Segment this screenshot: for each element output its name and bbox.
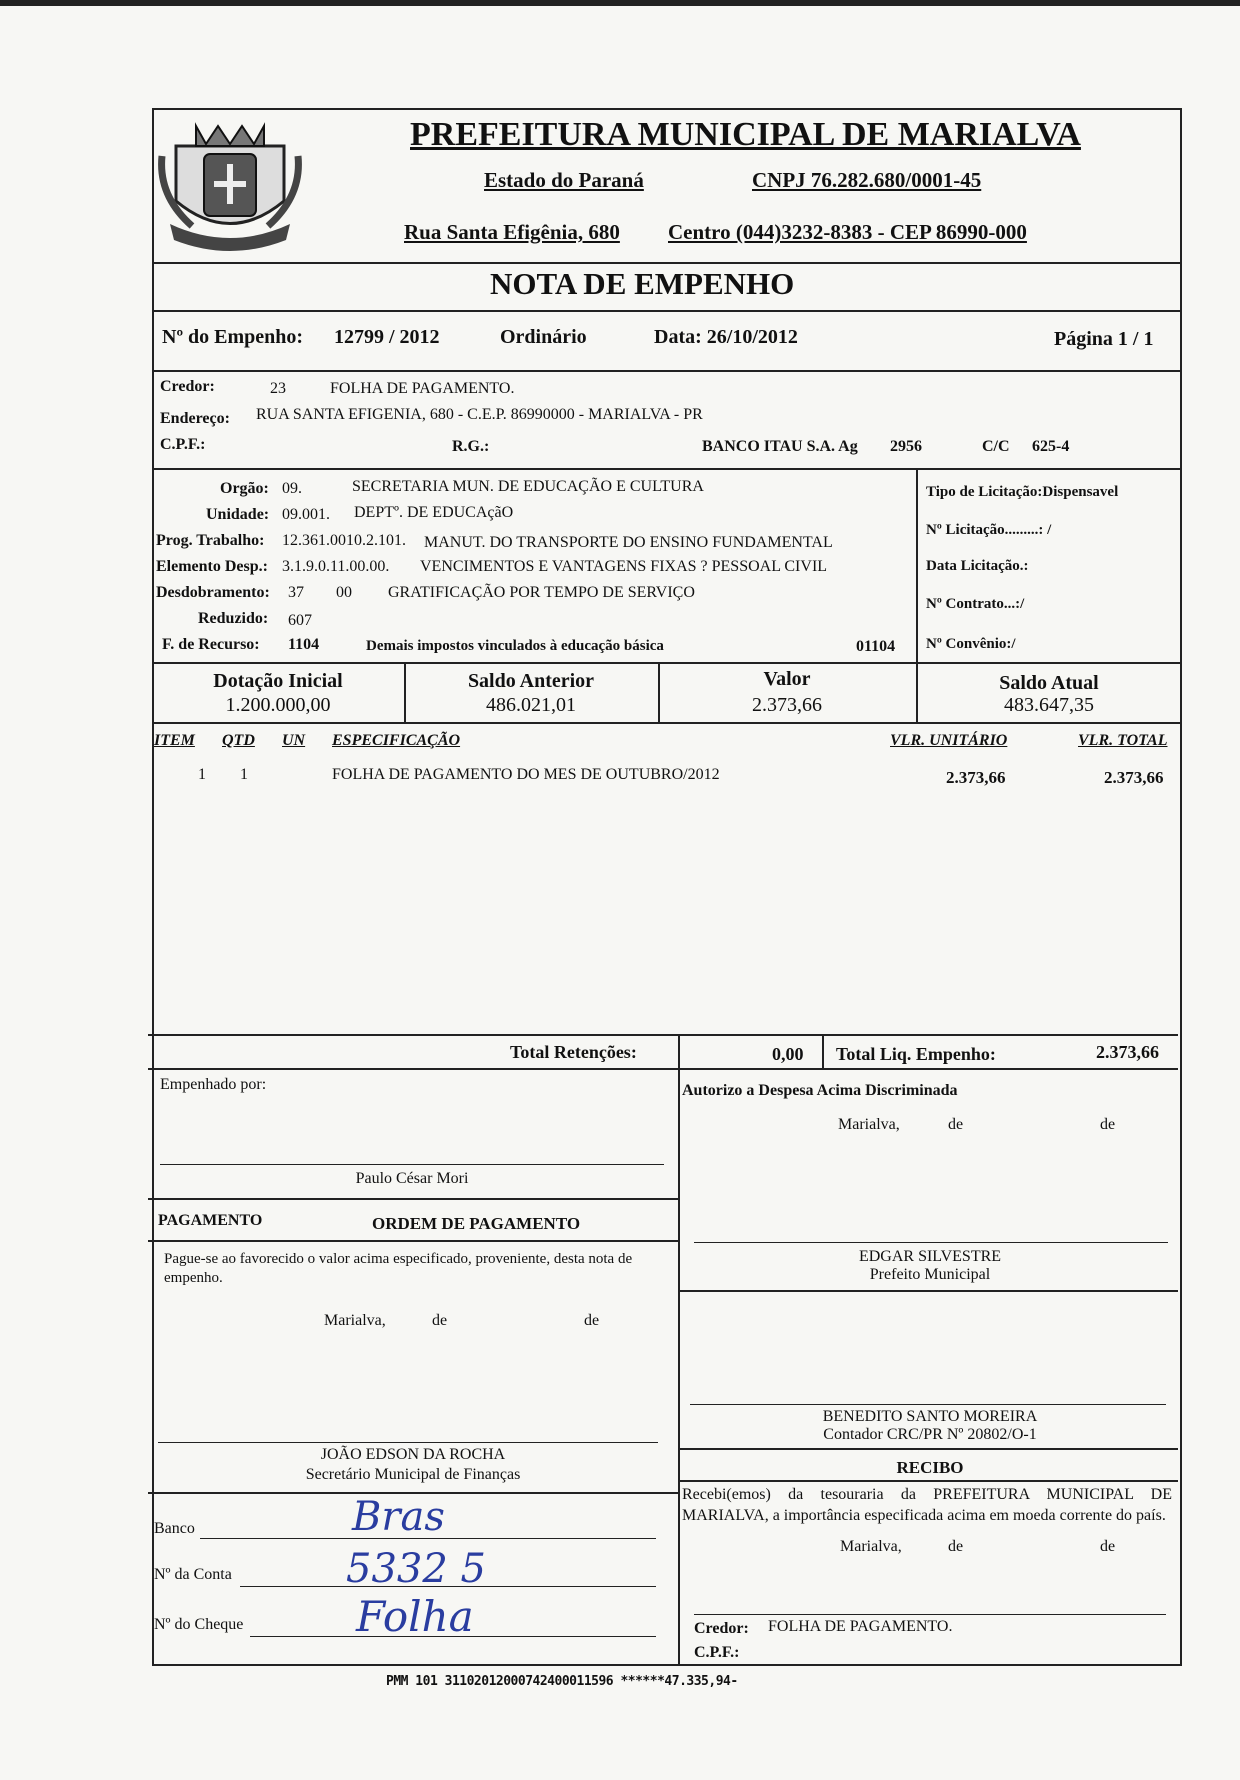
autorizo-de: de: [1100, 1116, 1116, 1133]
prog-trabalho-code: 12.361.0010.2.101.: [282, 532, 406, 549]
pagamento-city: Marialva,: [324, 1312, 386, 1329]
recibo-de: de: [948, 1538, 964, 1555]
credor-address: RUA SANTA EFIGENIA, 680 - C.E.P. 86990000 - MARIALVA - PR: [256, 406, 703, 423]
recurso-ref: 01104: [856, 638, 896, 655]
recurso-name: Demais impostos vinculados à educação básica: [366, 638, 664, 654]
divider: [152, 310, 1182, 312]
desdobramento-subcode: 00: [336, 584, 352, 601]
column-header-qtd: QTD: [222, 732, 255, 749]
retencoes-value: 0,00: [772, 1044, 804, 1064]
footer-control-code: PMM 101 31102012000742400011596 ******47.335,94-: [386, 1674, 738, 1689]
pagamento-label: PAGAMENTO: [158, 1212, 263, 1229]
coat-of-arms-icon: [156, 106, 304, 256]
item-qtd: 1: [240, 766, 248, 783]
column-header-item: ITEM: [154, 732, 195, 749]
dotacao-value: 1.200.000,00: [225, 694, 331, 716]
conta-label: Nº da Conta: [154, 1566, 232, 1583]
divider: [152, 468, 1182, 470]
bank-agency: 2956: [890, 438, 922, 455]
conta-handwriting: 5332 5: [346, 1546, 486, 1592]
credor-name: FOLHA DE PAGAMENTO.: [330, 380, 515, 397]
saldo-anterior-value: 486.021,01: [486, 694, 576, 716]
empenhado-label: Empenhado por:: [160, 1076, 267, 1093]
divider: [678, 1448, 1178, 1450]
empenho-number-label: Nº do Empenho:: [162, 326, 304, 348]
banco-label: Banco: [154, 1520, 195, 1537]
elemento-code: 3.1.9.0.11.00.00.: [282, 558, 390, 575]
prog-trabalho-label: Prog. Trabalho:: [156, 532, 265, 549]
retencoes-label: Total Retenções:: [510, 1042, 637, 1062]
divider: [148, 1068, 1178, 1070]
account-label: C/C: [982, 438, 1010, 455]
divider: [152, 370, 1182, 372]
dotacao-label: Dotação Inicial: [213, 670, 343, 692]
divider: [152, 722, 1182, 724]
contador-name: BENEDITO SANTO MOREIRA: [822, 1408, 1038, 1425]
street-address: Rua Santa Efigênia, 680: [404, 220, 620, 244]
orgao-code: 09.: [282, 480, 302, 497]
scan-top-edge: [0, 0, 1240, 6]
cpf-label: C.P.F.:: [160, 436, 206, 453]
orgao-name: SECRETARIA MUN. DE EDUCAÇÃO E CULTURA: [352, 478, 704, 495]
pagamento-signer-name: JOÃO EDSON DA ROCHA: [320, 1446, 506, 1463]
prefeito-name: EDGAR SILVESTRE: [858, 1248, 1002, 1265]
recibo-text: Recebi(emos) da tesouraria da PREFEITURA MUNICIPAL DE MARIALVA, a importância especificada acima em moeda corrente do país.: [682, 1486, 1172, 1524]
desdobramento-code: 37: [288, 584, 304, 601]
municipality-title: PREFEITURA MUNICIPAL DE MARIALVA: [410, 116, 1081, 153]
state-label: Estado do Paraná: [484, 168, 644, 192]
valor-label: Valor: [763, 668, 811, 690]
liquido-value: 2.373,66: [1096, 1042, 1159, 1062]
signature-line: [694, 1242, 1168, 1243]
desdobramento-label: Desdobramento:: [156, 584, 270, 601]
divider: [148, 1198, 678, 1200]
elemento-name: VENCIMENTOS E VANTAGENS FIXAS ? PESSOAL CIVIL: [420, 558, 828, 575]
page-number: Página 1 / 1: [1054, 328, 1154, 350]
empenhado-signer: Paulo César Mori: [355, 1170, 469, 1187]
credor-code: 23: [270, 380, 286, 397]
column-header-unit-value: VLR. UNITÁRIO: [890, 732, 1008, 749]
recibo-city: Marialva,: [840, 1538, 902, 1555]
contador-role: Contador CRC/PR Nº 20802/O-1: [823, 1426, 1037, 1443]
licitacao-type: Tipo de Licitação:Dispensavel: [926, 484, 1119, 500]
column-divider: [678, 1068, 680, 1664]
unidade-code: 09.001.: [282, 506, 330, 523]
pagamento-de: de: [432, 1312, 448, 1329]
contract-number: Nº Contrato...:/: [926, 596, 1025, 612]
recibo-credor-label: Credor:: [694, 1620, 749, 1637]
signature-line: [160, 1164, 664, 1165]
rg-label: R.G.:: [452, 438, 490, 455]
saldo-atual-label: Saldo Atual: [999, 672, 1099, 694]
credor-label: Credor:: [160, 378, 215, 395]
divider: [152, 262, 1182, 264]
empenho-type: Ordinário: [500, 326, 587, 348]
divider: [152, 662, 1182, 664]
column-header-spec: ESPECIFICAÇÃO: [332, 732, 461, 749]
divider: [678, 1290, 1178, 1292]
autorizo-de: de: [948, 1116, 964, 1133]
ordem-pagamento-title: ORDEM DE PAGAMENTO: [372, 1214, 581, 1233]
ordem-pagamento-text: Pague-se ao favorecido o valor acima especificado, proveniente, desta nota de empenho.: [164, 1251, 633, 1286]
elemento-label: Elemento Desp.:: [156, 558, 268, 575]
recurso-code: 1104: [288, 636, 320, 653]
pagamento-signer-role: Secretário Municipal de Finanças: [305, 1466, 521, 1483]
column-divider: [822, 1034, 824, 1068]
saldo-atual-value: 483.647,35: [1004, 694, 1094, 716]
liquido-label: Total Liq. Empenho:: [836, 1044, 996, 1064]
divider: [678, 1480, 1178, 1482]
cheque-handwriting: Folha: [356, 1592, 474, 1641]
column-header-total-value: VLR. TOTAL: [1078, 732, 1168, 749]
reduzido-label: Reduzido:: [198, 610, 269, 627]
recibo-cpf-label: C.P.F.:: [694, 1644, 740, 1661]
column-divider: [916, 468, 918, 662]
reduzido-code: 607: [288, 612, 312, 629]
desdobramento-name: GRATIFICAÇÃO POR TEMPO DE SERVIÇO: [388, 584, 695, 601]
column-header-un: UN: [282, 732, 306, 749]
signature-line: [694, 1614, 1166, 1615]
signature-line: [158, 1442, 658, 1443]
divider: [148, 1240, 678, 1242]
unidade-name: DEPTº. DE EDUCAçãO: [354, 504, 514, 521]
unidade-label: Unidade:: [206, 506, 270, 523]
item-number: 1: [198, 766, 206, 783]
bank-name: BANCO ITAU S.A. Ag: [702, 438, 858, 455]
recibo-credor-name: FOLHA DE PAGAMENTO.: [768, 1618, 953, 1635]
recibo-title: RECIBO: [896, 1458, 964, 1477]
banco-handwriting: Bras: [352, 1494, 445, 1540]
document-title: NOTA DE EMPENHO: [490, 266, 795, 301]
valor-value: 2.373,66: [752, 694, 822, 716]
column-divider: [678, 1034, 680, 1068]
licitacao-date: Data Licitação.:: [926, 558, 1029, 574]
recurso-label: F. de Recurso:: [162, 636, 260, 653]
autorizo-city: Marialva,: [838, 1116, 900, 1133]
item-total-value: 2.373,66: [1104, 768, 1164, 787]
item-unit-value: 2.373,66: [946, 768, 1006, 787]
address-label: Endereço:: [160, 410, 230, 427]
cheque-label: Nº do Cheque: [154, 1616, 244, 1633]
licitacao-number: Nº Licitação.........: /: [926, 522, 1052, 538]
cnpj-label: CNPJ 76.282.680/0001-45: [752, 168, 982, 192]
pagamento-de: de: [584, 1312, 600, 1329]
address-contact: Centro (044)3232-8383 - CEP 86990-000: [668, 220, 1027, 244]
empenho-number: 12799 / 2012: [334, 326, 440, 348]
saldo-anterior-label: Saldo Anterior: [467, 670, 595, 692]
item-description: FOLHA DE PAGAMENTO DO MES DE OUTUBRO/2012: [332, 766, 720, 783]
recibo-de: de: [1100, 1538, 1116, 1555]
divider: [148, 1034, 1178, 1036]
orgao-label: Orgão:: [220, 480, 269, 497]
prefeito-role: Prefeito Municipal: [869, 1266, 991, 1283]
bank-account: 625-4: [1032, 438, 1070, 455]
empenho-date: Data: 26/10/2012: [654, 326, 798, 348]
signature-line: [690, 1404, 1166, 1405]
convenio-number: Nº Convênio:/: [926, 636, 1016, 652]
autorizo-label: Autorizo a Despesa Acima Discriminada: [682, 1082, 958, 1099]
prog-trabalho-name: MANUT. DO TRANSPORTE DO ENSINO FUNDAMENTAL: [424, 534, 833, 551]
